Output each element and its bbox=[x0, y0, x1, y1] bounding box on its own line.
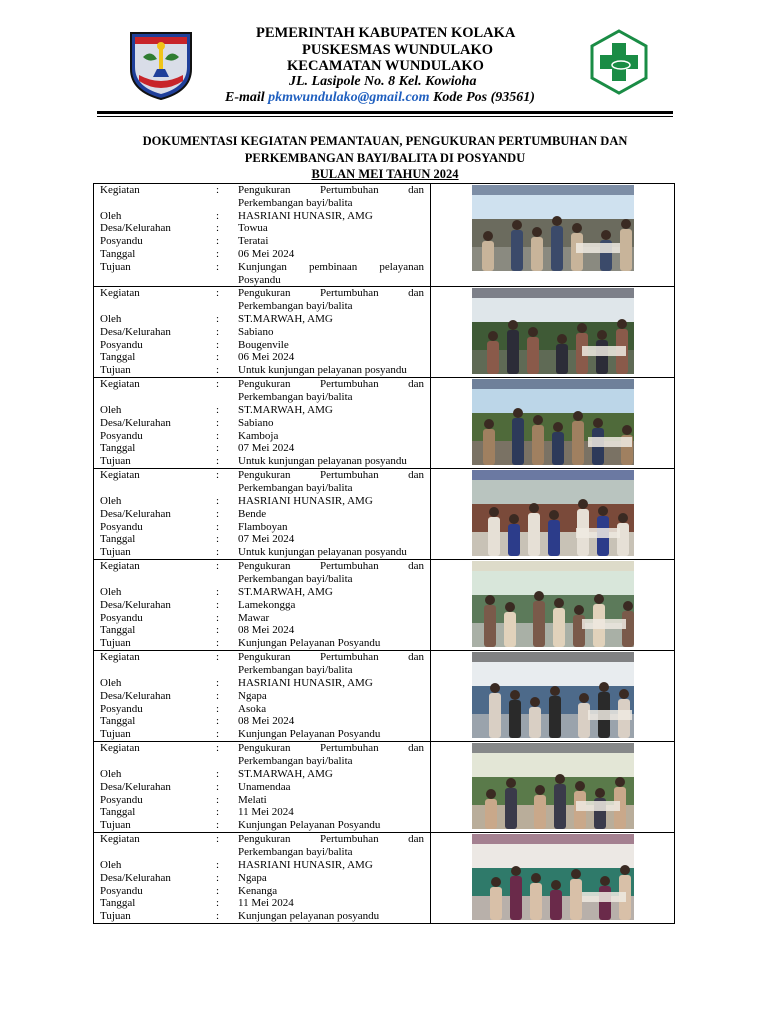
activity-photo-icon bbox=[472, 185, 634, 271]
field-label-kegiatan: Kegiatan bbox=[100, 184, 140, 196]
field-label-oleh: Oleh bbox=[100, 403, 122, 416]
field-value-oleh: HASRIANI HUNASIR, AMG bbox=[238, 494, 373, 507]
detail-line bbox=[100, 690, 424, 703]
entry-row bbox=[94, 651, 675, 742]
detail-line bbox=[100, 326, 424, 339]
field-colon: : bbox=[216, 338, 220, 351]
detail-line bbox=[100, 521, 424, 534]
field-colon: : bbox=[216, 637, 220, 650]
field-value-desa: Bende bbox=[238, 507, 267, 520]
email-address: pkmwundulako@gmail.com bbox=[268, 90, 430, 105]
detail-line bbox=[100, 755, 424, 768]
field-value-tujuan_a: Kunjungan Pelayanan Posyandu bbox=[238, 819, 381, 832]
field-value-kegiatan_a: Pengukuran Pertumbuhan dan bbox=[238, 184, 424, 196]
detail-line bbox=[100, 885, 424, 898]
detail-line bbox=[100, 703, 424, 716]
field-value-posyandu: Bougenvile bbox=[238, 338, 289, 351]
field-value-posyandu: Flamboyan bbox=[238, 520, 288, 533]
field-label-empty bbox=[100, 755, 216, 768]
field-value-oleh: ST.MARWAH, AMG bbox=[238, 767, 333, 780]
detail-line bbox=[100, 897, 424, 910]
field-colon: : bbox=[216, 611, 220, 624]
field-colon: : bbox=[216, 806, 220, 819]
detail-line bbox=[100, 300, 424, 313]
field-label-desa: Desa/Kelurahan bbox=[100, 780, 171, 793]
field-label-tanggal: Tanggal bbox=[100, 351, 136, 364]
field-colon: : bbox=[216, 767, 220, 780]
field-label-oleh: Oleh bbox=[100, 494, 122, 507]
field-label-empty bbox=[100, 573, 216, 586]
field-colon-empty bbox=[216, 846, 238, 859]
field-colon-empty bbox=[216, 573, 238, 586]
letterhead-line-district: KECAMATAN WUNDULAKO bbox=[287, 58, 484, 74]
field-colon: : bbox=[216, 209, 220, 222]
detail-line bbox=[100, 560, 424, 573]
field-label-posyandu: Posyandu bbox=[100, 702, 143, 715]
field-colon-empty bbox=[216, 755, 238, 768]
field-label-kegiatan: Kegiatan bbox=[100, 378, 140, 391]
field-label-oleh: Oleh bbox=[100, 585, 122, 598]
field-value-oleh: HASRIANI HUNASIR, AMG bbox=[238, 676, 373, 689]
field-colon: : bbox=[216, 247, 220, 260]
entry-row bbox=[94, 378, 675, 469]
field-value-tanggal: 11 Mei 2024 bbox=[238, 897, 294, 910]
puskesmas-logo-icon bbox=[586, 29, 652, 95]
field-label-tanggal: Tanggal bbox=[100, 247, 136, 260]
field-value-kegiatan_a: Pengukuran Pertumbuhan dan bbox=[238, 469, 424, 482]
detail-line bbox=[100, 781, 424, 794]
field-label-tujuan: Tujuan bbox=[100, 637, 131, 650]
field-label-oleh: Oleh bbox=[100, 767, 122, 780]
field-label-desa: Desa/Kelurahan bbox=[100, 689, 171, 702]
activity-photo-icon bbox=[472, 561, 634, 647]
field-colon-empty bbox=[216, 300, 238, 313]
field-value-kegiatan_a: Pengukuran Pertumbuhan dan bbox=[238, 742, 424, 755]
field-colon: : bbox=[216, 351, 220, 364]
detail-line bbox=[100, 351, 424, 364]
entry-details bbox=[94, 469, 431, 560]
field-colon: : bbox=[216, 910, 220, 923]
field-colon-empty bbox=[216, 664, 238, 677]
detail-line bbox=[100, 364, 424, 377]
field-colon: : bbox=[216, 312, 220, 325]
field-value-desa: Ngapa bbox=[238, 689, 267, 702]
detail-line bbox=[100, 637, 424, 650]
field-value-tujuan_a: Untuk kunjungan pelayanan posyandu bbox=[238, 364, 407, 377]
detail-line bbox=[100, 819, 424, 832]
detail-line bbox=[100, 612, 424, 625]
detail-line bbox=[100, 508, 424, 521]
detail-line bbox=[100, 742, 424, 755]
field-label-oleh: Oleh bbox=[100, 676, 122, 689]
field-colon: : bbox=[216, 520, 220, 533]
field-colon: : bbox=[216, 416, 220, 429]
field-colon: : bbox=[216, 222, 220, 235]
field-label-empty bbox=[100, 482, 216, 495]
field-label-tanggal: Tanggal bbox=[100, 806, 136, 819]
field-label-oleh: Oleh bbox=[100, 312, 122, 325]
field-value-kegiatan_b: Perkembangan bayi/balita bbox=[238, 664, 353, 677]
field-colon: : bbox=[216, 235, 220, 248]
field-colon-empty bbox=[216, 482, 238, 495]
field-colon: : bbox=[216, 715, 220, 728]
field-value-kegiatan_b: Perkembangan bayi/balita bbox=[238, 391, 353, 404]
field-colon: : bbox=[216, 728, 220, 741]
field-colon: : bbox=[216, 442, 220, 455]
field-label-desa: Desa/Kelurahan bbox=[100, 325, 171, 338]
entry-details bbox=[94, 287, 431, 378]
field-value-tujuan_a: Untuk kunjungan pelayanan posyandu bbox=[238, 546, 407, 559]
field-value-kegiatan_a: Pengukuran Pertumbuhan dan bbox=[238, 287, 424, 300]
field-colon: : bbox=[216, 560, 220, 573]
activity-photo-cell bbox=[431, 184, 675, 287]
field-label-kegiatan: Kegiatan bbox=[100, 560, 140, 573]
field-value-kegiatan_b: Perkembangan bayi/balita bbox=[238, 755, 353, 768]
detail-line bbox=[100, 274, 424, 287]
field-label-kegiatan: Kegiatan bbox=[100, 287, 140, 300]
activity-photo-icon bbox=[472, 743, 634, 829]
detail-line bbox=[100, 624, 424, 637]
field-value-tanggal: 07 Mei 2024 bbox=[238, 442, 295, 455]
field-colon: : bbox=[216, 494, 220, 507]
field-label-tujuan: Tujuan bbox=[100, 546, 131, 559]
letterhead-line-puskesmas: PUSKESMAS WUNDULAKO bbox=[302, 42, 494, 58]
field-value-posyandu: Teratai bbox=[238, 235, 269, 248]
detail-line bbox=[100, 378, 424, 391]
detail-line bbox=[100, 651, 424, 664]
field-value-tanggal: 08 Mei 2024 bbox=[238, 715, 295, 728]
field-colon-empty bbox=[216, 197, 238, 210]
field-label-tujuan: Tujuan bbox=[100, 819, 131, 832]
field-label-tujuan: Tujuan bbox=[100, 728, 131, 741]
activity-photo-icon bbox=[472, 288, 634, 374]
detail-line bbox=[100, 417, 424, 430]
letterhead-contact bbox=[225, 90, 535, 106]
detail-line bbox=[100, 248, 424, 261]
field-value-oleh: ST.MARWAH, AMG bbox=[238, 585, 333, 598]
field-label-posyandu: Posyandu bbox=[100, 338, 143, 351]
detail-line bbox=[100, 313, 424, 326]
field-colon-empty bbox=[216, 391, 238, 404]
document-title-line1: DOKUMENTASI KEGIATAN PEMANTAUAN, PENGUKURAN PERTUMBUHAN DAN bbox=[142, 134, 628, 148]
field-label-kegiatan: Kegiatan bbox=[100, 469, 140, 482]
field-colon: : bbox=[216, 184, 220, 196]
field-value-desa: Lamekongga bbox=[238, 598, 296, 611]
field-label-desa: Desa/Kelurahan bbox=[100, 416, 171, 429]
activity-photo-cell bbox=[431, 833, 675, 924]
entry-details bbox=[94, 184, 431, 287]
field-colon: : bbox=[216, 533, 220, 546]
field-value-desa: Unamendaa bbox=[238, 780, 291, 793]
documentation-table bbox=[93, 183, 675, 924]
detail-line bbox=[100, 197, 424, 210]
activity-photo-cell bbox=[431, 287, 675, 378]
detail-line bbox=[100, 287, 424, 300]
field-colon: : bbox=[216, 455, 220, 468]
entry-details bbox=[94, 833, 431, 924]
field-colon: : bbox=[216, 793, 220, 806]
field-label-tanggal: Tanggal bbox=[100, 442, 136, 455]
field-value-kegiatan_b: Perkembangan bayi/balita bbox=[238, 300, 353, 313]
field-value-kegiatan_b: Perkembangan bayi/balita bbox=[238, 846, 353, 859]
activity-photo-cell bbox=[431, 378, 675, 469]
field-colon: : bbox=[216, 676, 220, 689]
field-label-empty bbox=[100, 300, 216, 313]
entry-row bbox=[94, 184, 675, 287]
field-colon: : bbox=[216, 287, 220, 300]
activity-photo-cell bbox=[431, 651, 675, 742]
field-value-tanggal: 11 Mei 2024 bbox=[238, 806, 294, 819]
field-label-desa: Desa/Kelurahan bbox=[100, 222, 171, 235]
detail-line bbox=[100, 768, 424, 781]
field-label-kegiatan: Kegiatan bbox=[100, 742, 140, 755]
entry-details bbox=[94, 651, 431, 742]
detail-line bbox=[100, 184, 424, 197]
detail-line bbox=[100, 533, 424, 546]
field-colon: : bbox=[216, 819, 220, 832]
field-value-kegiatan_a: Pengukuran Pertumbuhan dan bbox=[238, 560, 424, 573]
letterhead-rule-thick bbox=[97, 111, 673, 114]
field-colon: : bbox=[216, 325, 220, 338]
field-label-empty bbox=[100, 274, 216, 287]
field-label-posyandu: Posyandu bbox=[100, 520, 143, 533]
activity-photo-icon bbox=[472, 652, 634, 738]
field-label-tujuan: Tujuan bbox=[100, 455, 131, 468]
letterhead-rule-thin bbox=[97, 116, 673, 117]
activity-photo-cell bbox=[431, 742, 675, 833]
field-colon: : bbox=[216, 378, 220, 391]
field-colon: : bbox=[216, 884, 220, 897]
detail-line bbox=[100, 910, 424, 923]
field-colon: : bbox=[216, 364, 220, 377]
field-value-tujuan_b: Posyandu bbox=[238, 273, 281, 286]
document-title-period: BULAN MEI TAHUN 2024 bbox=[311, 167, 459, 181]
field-value-tujuan_a: Kunjungan Pelayanan Posyandu bbox=[238, 728, 381, 741]
field-value-posyandu: Mawar bbox=[238, 611, 270, 624]
letterhead-line-government: PEMERINTAH KABUPATEN KOLAKA bbox=[256, 25, 516, 41]
field-colon: : bbox=[216, 651, 220, 664]
field-colon: : bbox=[216, 585, 220, 598]
detail-line bbox=[100, 469, 424, 482]
postcode: Kode Pos (93561) bbox=[433, 90, 535, 105]
field-label-tanggal: Tanggal bbox=[100, 624, 136, 637]
field-label-kegiatan: Kegiatan bbox=[100, 833, 140, 846]
field-label-desa: Desa/Kelurahan bbox=[100, 871, 171, 884]
activity-photo-cell bbox=[431, 469, 675, 560]
entry-details bbox=[94, 560, 431, 651]
field-value-kegiatan_b: Perkembangan bayi/balita bbox=[238, 573, 353, 586]
field-label-tanggal: Tanggal bbox=[100, 715, 136, 728]
field-value-oleh: ST.MARWAH, AMG bbox=[238, 403, 333, 416]
detail-line bbox=[100, 794, 424, 807]
field-colon: : bbox=[216, 546, 220, 559]
field-value-tujuan_a: Kunjungan pelayanan posyandu bbox=[238, 910, 380, 923]
field-colon: : bbox=[216, 598, 220, 611]
detail-line bbox=[100, 859, 424, 872]
detail-line bbox=[100, 846, 424, 859]
field-value-tanggal: 06 Mei 2024 bbox=[238, 247, 295, 260]
detail-line bbox=[100, 210, 424, 223]
field-value-kegiatan_a: Pengukuran Pertumbuhan dan bbox=[238, 833, 424, 846]
field-colon-empty bbox=[216, 274, 238, 287]
letterhead bbox=[0, 0, 768, 120]
field-value-posyandu: Melati bbox=[238, 793, 267, 806]
detail-line bbox=[100, 442, 424, 455]
field-value-tanggal: 07 Mei 2024 bbox=[238, 533, 295, 546]
field-value-posyandu: Kamboja bbox=[238, 429, 279, 442]
field-label-posyandu: Posyandu bbox=[100, 884, 143, 897]
field-value-tujuan_a: Untuk kunjungan pelayanan posyandu bbox=[238, 455, 407, 468]
entry-row bbox=[94, 560, 675, 651]
field-value-oleh: ST.MARWAH, AMG bbox=[238, 312, 333, 325]
entry-row bbox=[94, 742, 675, 833]
field-label-kegiatan: Kegiatan bbox=[100, 651, 140, 664]
field-value-desa: Sabiano bbox=[238, 325, 274, 338]
letterhead-address: JL. Lasipole No. 8 Kel. Kowioha bbox=[289, 74, 477, 89]
detail-line bbox=[100, 546, 424, 559]
field-colon: : bbox=[216, 871, 220, 884]
field-value-posyandu: Asoka bbox=[238, 702, 267, 715]
detail-line bbox=[100, 339, 424, 352]
activity-photo-icon bbox=[472, 834, 634, 920]
field-colon: : bbox=[216, 403, 220, 416]
field-value-desa: Ngapa bbox=[238, 871, 267, 884]
field-value-kegiatan_a: Pengukuran Pertumbuhan dan bbox=[238, 378, 424, 391]
document-title-line2: PERKEMBANGAN BAYI/BALITA DI POSYANDU bbox=[244, 151, 526, 165]
field-colon: : bbox=[216, 469, 220, 482]
field-label-posyandu: Posyandu bbox=[100, 235, 143, 248]
field-label-empty bbox=[100, 391, 216, 404]
field-colon: : bbox=[216, 780, 220, 793]
activity-photo-icon bbox=[472, 379, 634, 465]
detail-line bbox=[100, 677, 424, 690]
field-label-tujuan: Tujuan bbox=[100, 260, 131, 273]
field-label-posyandu: Posyandu bbox=[100, 611, 143, 624]
entry-row bbox=[94, 469, 675, 560]
field-value-desa: Towua bbox=[238, 222, 268, 235]
field-value-tanggal: 08 Mei 2024 bbox=[238, 624, 295, 637]
field-colon: : bbox=[216, 702, 220, 715]
field-value-kegiatan_a: Pengukuran Pertumbuhan dan bbox=[238, 651, 424, 664]
detail-line bbox=[100, 573, 424, 586]
field-label-posyandu: Posyandu bbox=[100, 429, 143, 442]
detail-line bbox=[100, 455, 424, 468]
field-label-desa: Desa/Kelurahan bbox=[100, 507, 171, 520]
field-value-oleh: HASRIANI HUNASIR, AMG bbox=[238, 858, 373, 871]
field-colon: : bbox=[216, 260, 220, 273]
entry-row bbox=[94, 833, 675, 924]
field-label-empty bbox=[100, 664, 216, 677]
field-value-oleh: HASRIANI HUNASIR, AMG bbox=[238, 209, 373, 222]
detail-line bbox=[100, 235, 424, 248]
detail-line bbox=[100, 404, 424, 417]
detail-line bbox=[100, 495, 424, 508]
field-label-desa: Desa/Kelurahan bbox=[100, 598, 171, 611]
detail-line bbox=[100, 806, 424, 819]
field-label-empty bbox=[100, 846, 216, 859]
activity-photo-cell bbox=[431, 560, 675, 651]
field-colon: : bbox=[216, 429, 220, 442]
field-colon: : bbox=[216, 689, 220, 702]
detail-line bbox=[100, 833, 424, 846]
entry-row bbox=[94, 287, 675, 378]
field-value-kegiatan_b: Perkembangan bayi/balita bbox=[238, 196, 353, 209]
field-colon: : bbox=[216, 897, 220, 910]
detail-line bbox=[100, 599, 424, 612]
field-colon: : bbox=[216, 624, 220, 637]
field-label-empty bbox=[100, 197, 216, 210]
email-label: E-mail bbox=[225, 90, 265, 105]
field-value-kegiatan_b: Perkembangan bayi/balita bbox=[238, 482, 353, 495]
field-label-tanggal: Tanggal bbox=[100, 533, 136, 546]
field-value-desa: Sabiano bbox=[238, 416, 274, 429]
field-label-tujuan: Tujuan bbox=[100, 910, 131, 923]
detail-line bbox=[100, 872, 424, 885]
detail-line bbox=[100, 664, 424, 677]
field-value-tujuan_a: Kunjungan pembinaan pelayanan bbox=[238, 260, 424, 273]
field-colon: : bbox=[216, 742, 220, 755]
detail-line bbox=[100, 222, 424, 235]
field-label-tujuan: Tujuan bbox=[100, 364, 131, 377]
field-value-tujuan_a: Kunjungan Pelayanan Posyandu bbox=[238, 637, 381, 650]
field-label-oleh: Oleh bbox=[100, 858, 122, 871]
activity-photo-icon bbox=[472, 470, 634, 556]
detail-line bbox=[100, 586, 424, 599]
field-value-posyandu: Kenanga bbox=[238, 884, 278, 897]
field-colon: : bbox=[216, 507, 220, 520]
detail-line bbox=[100, 728, 424, 741]
field-label-tanggal: Tanggal bbox=[100, 897, 136, 910]
entry-details bbox=[94, 378, 431, 469]
detail-line bbox=[100, 391, 424, 404]
field-label-posyandu: Posyandu bbox=[100, 793, 143, 806]
field-colon: : bbox=[216, 833, 220, 846]
detail-line bbox=[100, 482, 424, 495]
field-colon: : bbox=[216, 858, 220, 871]
detail-line bbox=[100, 715, 424, 728]
kolaka-regency-emblem-icon bbox=[127, 29, 195, 101]
field-label-oleh: Oleh bbox=[100, 209, 122, 222]
field-value-tanggal: 06 Mei 2024 bbox=[238, 351, 295, 364]
detail-line bbox=[100, 261, 424, 274]
detail-line bbox=[100, 430, 424, 443]
entry-details bbox=[94, 742, 431, 833]
